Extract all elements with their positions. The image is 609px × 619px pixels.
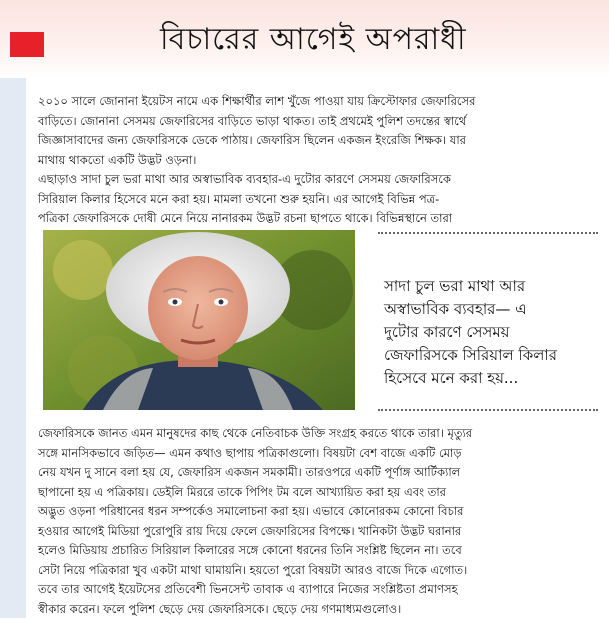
quote-divider-bottom xyxy=(378,409,598,411)
article-paragraph-1: ২০১০ সালে জোনানা ইয়েটস নামে এক শিক্ষার্থীর লাশ খুঁজে পাওয়া যায় ক্রিস্টোফার জেফারিসের বাড়িতে। জোনানা সেসময় জেফারিসের বাড়িতে ভাড়া থাকত। তাই প্রথমেই পুলিশ তদন্তের স্বার্থে জিজ্ঞাসাবাদের জন্য জেফারিসকে ডেকে পাঠায়। জেফারিস ছিলেন একজন ইংরেজি শিক্ষক। যার মাথায় থাকতো একটি উদ্ভট ওড়না। এছাড়াও সাদা চুল ভরা মাথা আর অস্বাভাবিক ব্যবহার-এ দুটোর কারণে সেসময় জেফারিসকে সিরিয়াল কিলার হিসেবে মনে করা হয়। মামলা তখনো শুরু হয়নি। এর আগেই বিভিন্ন পত্র- পত্রিকা জেফারিসকে দোষী মেনে নিয়ে নানারকম উদ্ভট রচনা ছাপতে থাকে। বিভিন্নস্থানে তারা xyxy=(38,94,476,225)
left-margin-bar xyxy=(0,78,26,618)
portrait-photo xyxy=(43,230,355,410)
header-banner xyxy=(0,0,609,78)
page-title: বিচারের আগেই অপরাধী xyxy=(160,22,467,57)
red-square-icon xyxy=(10,32,44,57)
article-paragraph-2: জেফারিসকে জানত এমন মানুষদের কাছ থেকে নেতিবাচক উক্তি সংগ্রহ করতে থাকে তারা। মৃত্যুর সঙ্গে মানসিকভাবে জড়িত— এমন কথাও ছাপায় পত্রিকাগুলো। বিষয়টা বেশ বাজে একটি মোড় নেয় যখন দু সানে বলা হয় যে, জেফারিস একজন সমকামী। তারওপরে একটি পূর্ণাঙ্গ আর্টিক্যাল ছাপানো হয় এ পত্রিকায়। ডেইলি মিররে তাকে পিপিং টম বলে আখ্যায়িত করা হয় এবং তার অদ্ভুত ওড়না পরিধানের ধরন সম্পর্কেও সমালোচনা করা হয়। এভাবে কোনোরকম কোনো বিচার হওয়ার আগেই মিডিয়া পুরোপুরি রায় দিয়ে ফেলে জেফারিসের বিপক্ষে। খানিকটা উদ্ভট ঘরানার হলেও মিডিয়ায় প্রচারিত সিরিয়াল কিলারের সঙ্গে কোনো ধরনের তিনি সংশ্লিষ্ট ছিলেন না। তবে সেটা নিয়ে পত্রিকারা খুব একটা মাথা ঘামায়নি। হয়তো পুরো বিষয়টা আরও বাজে দিকে এগোত। তবে তার আগেই ইয়েটসের প্রতিবেশী ভিনসেন্ট তাবাক এ ব্যাপারে নিজের সংশ্লিষ্টতা প্রমাণসহ স্বীকার করেন। ফলে পুলিশ ছেড়ে দেয় জেফারিসকে। ছেড়ে দেয় গণমাধ্যমগুলোও। xyxy=(38,426,473,616)
quote-divider-top xyxy=(378,232,598,234)
portrait-illustration xyxy=(43,230,355,410)
pull-quote: সাদা চুল ভরা মাথা আর অস্বাভাবিক ব্যবহার— এ দুটোর কারণে সেসময় জেফারিসকে সিরিয়াল কিলার হিসেবে মনে করা হয়... xyxy=(384,277,557,387)
